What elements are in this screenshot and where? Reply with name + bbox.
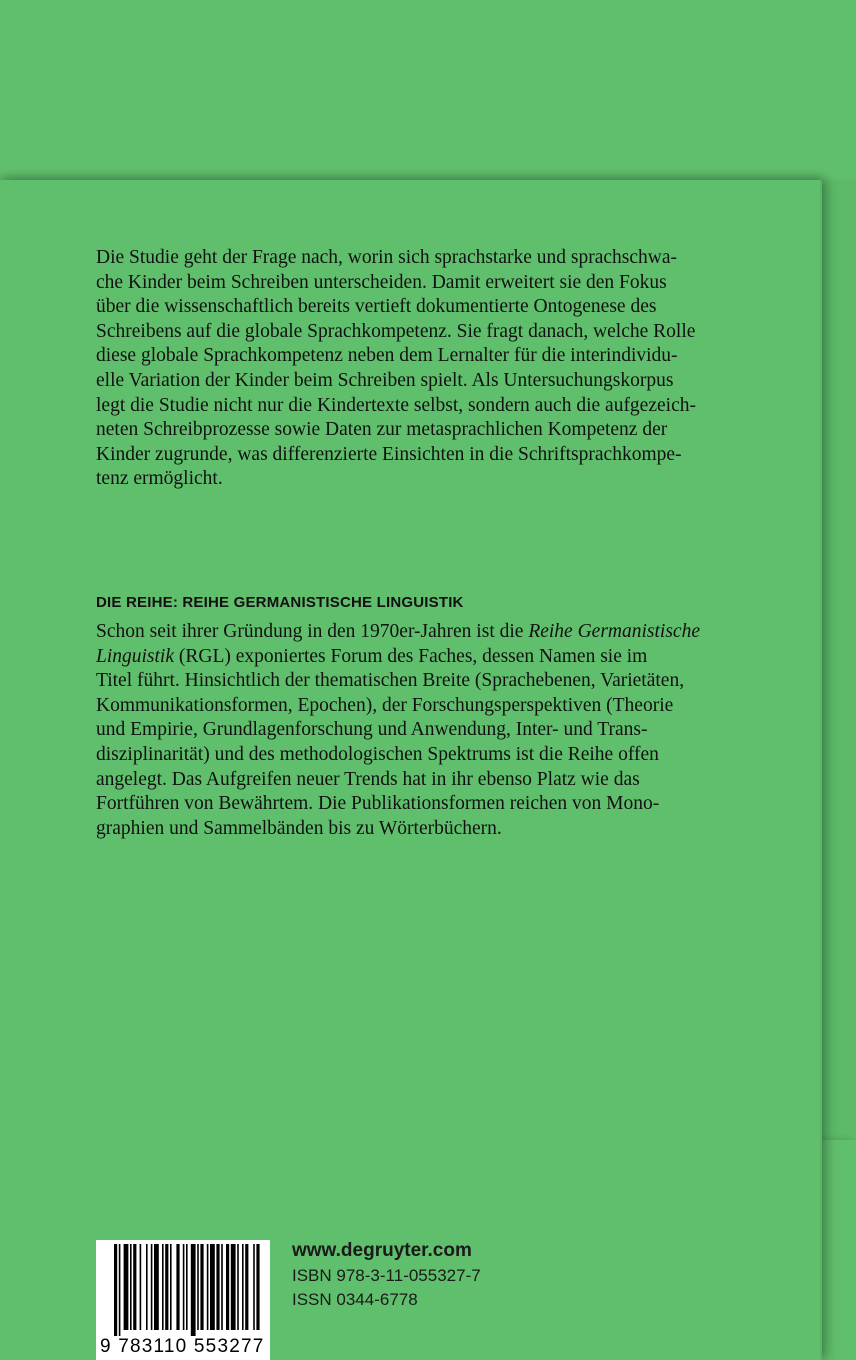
series-line: Fortführen von Bewährtem. Die Publikationsformen reichen von Mono-: [96, 793, 660, 815]
barcode-bar: [154, 1244, 159, 1330]
barcode-bar: [119, 1244, 121, 1336]
blurb-line: über die wissenschaftlich bereits vertieft dokumentierte Ontogenese des: [96, 296, 657, 318]
series-line-text: Schon seit ihrer Gründung in den 1970er-Jahren ist die: [96, 621, 529, 642]
barcode-bar: [140, 1244, 142, 1330]
barcode-bar: [242, 1244, 244, 1330]
barcode-bar: [226, 1244, 229, 1330]
barcode-bar: [197, 1244, 199, 1330]
series-name-italic: Reihe Germanistische: [528, 621, 700, 642]
blurb-line: Kinder zugrunde, was differenzierte Einsichten in die Schriftsprachkompe-: [96, 443, 682, 465]
series-line: Kommunikationsformen, Epochen), der Forschungsperspektiven (Theorie: [96, 694, 674, 716]
blurb-line: che Kinder beim Schreiben unterscheiden. Damit erweitert sie den Fokus: [96, 271, 667, 293]
series-line: und Empirie, Grundlagenforschung und Anwendung, Inter- und Trans-: [96, 719, 648, 741]
series-line-text: (RGL) exponiertes Forum des Faches, dessen Namen sie im: [174, 645, 648, 667]
barcode-bar: [165, 1244, 168, 1330]
cover-edge-lower: [822, 1140, 856, 1360]
series-heading: DIE REIHE: REIHE GERMANISTISCHE LINGUISTIK: [96, 594, 464, 611]
blurb-line: elle Variation der Kinder beim Schreiben spielt. Als Untersuchungskorpus: [96, 369, 674, 391]
series-line: Titel führt. Hinsichtlich der thematischen Breite (Sprachebenen, Varietäten,: [96, 670, 685, 692]
barcode-bar: [231, 1244, 236, 1330]
barcode-bar: [200, 1244, 203, 1330]
blurb-line: legt die Studie nicht nur die Kindertexte selbst, sondern auch die aufgezeich-: [96, 394, 696, 416]
barcode-bar: [210, 1244, 215, 1330]
issn-number: ISSN 0344-6778: [292, 1290, 418, 1309]
isbn-barcode: [96, 1240, 270, 1360]
barcode-bar: [124, 1244, 129, 1330]
barcode-bar: [237, 1244, 239, 1330]
barcode-bar: [146, 1244, 148, 1330]
book-blurb: [96, 246, 736, 492]
blurb-line: diese globale Sprachkompetenz neben dem Lernalter für die interindividu-: [96, 345, 678, 367]
series-line: [96, 620, 756, 645]
cover-edge-shadow: [820, 180, 856, 1140]
barcode-bar: [114, 1244, 117, 1336]
barcode-bar: [130, 1244, 132, 1330]
barcode-bar: [170, 1244, 172, 1330]
series-line: angelegt. Das Aufgreifen neuer Trends hat in ihr ebenso Platz wie das: [96, 768, 640, 790]
barcode-bar: [221, 1244, 223, 1330]
barcode-bar: [186, 1244, 188, 1330]
series-line: disziplinarität) und des methodologischen Spektrums ist die Reihe offen: [96, 743, 659, 765]
series-name-italic: Linguistik: [96, 645, 175, 667]
blurb-line: Die Studie geht der Frage nach, worin sich sprachstarke und sprachschwa-: [96, 247, 678, 268]
barcode-bar: [216, 1244, 219, 1330]
barcode-bar: [256, 1244, 259, 1330]
barcode-bar: [253, 1244, 255, 1330]
barcode-bar: [245, 1244, 248, 1330]
publisher-website[interactable]: www.degruyter.com: [292, 1240, 472, 1261]
series-description: [96, 620, 756, 841]
isbn-number: ISBN 978-3-11-055327-7: [292, 1266, 481, 1285]
blurb-line: tenz ermöglicht.: [96, 468, 223, 490]
barcode-bar: [162, 1244, 164, 1330]
publisher-info: [292, 1238, 481, 1312]
blurb-line: Schreibens auf die globale Sprachkompetenz. Sie fragt danach, welche Rolle: [96, 320, 696, 342]
barcode-bar: [207, 1244, 209, 1330]
barcode-digits: 9 783110 553277: [100, 1336, 265, 1357]
barcode-bar: [176, 1244, 179, 1330]
series-line: [96, 645, 756, 670]
barcode-bar: [133, 1244, 136, 1330]
blurb-line: neten Schreibprozesse sowie Daten zur metasprachlichen Kompetenz der: [96, 419, 668, 441]
series-line: graphien und Sammelbänden bis zu Wörterbüchern.: [96, 817, 502, 839]
barcode-bar: [151, 1244, 153, 1330]
barcode-bar: [191, 1244, 196, 1336]
barcode-bar: [183, 1244, 185, 1330]
